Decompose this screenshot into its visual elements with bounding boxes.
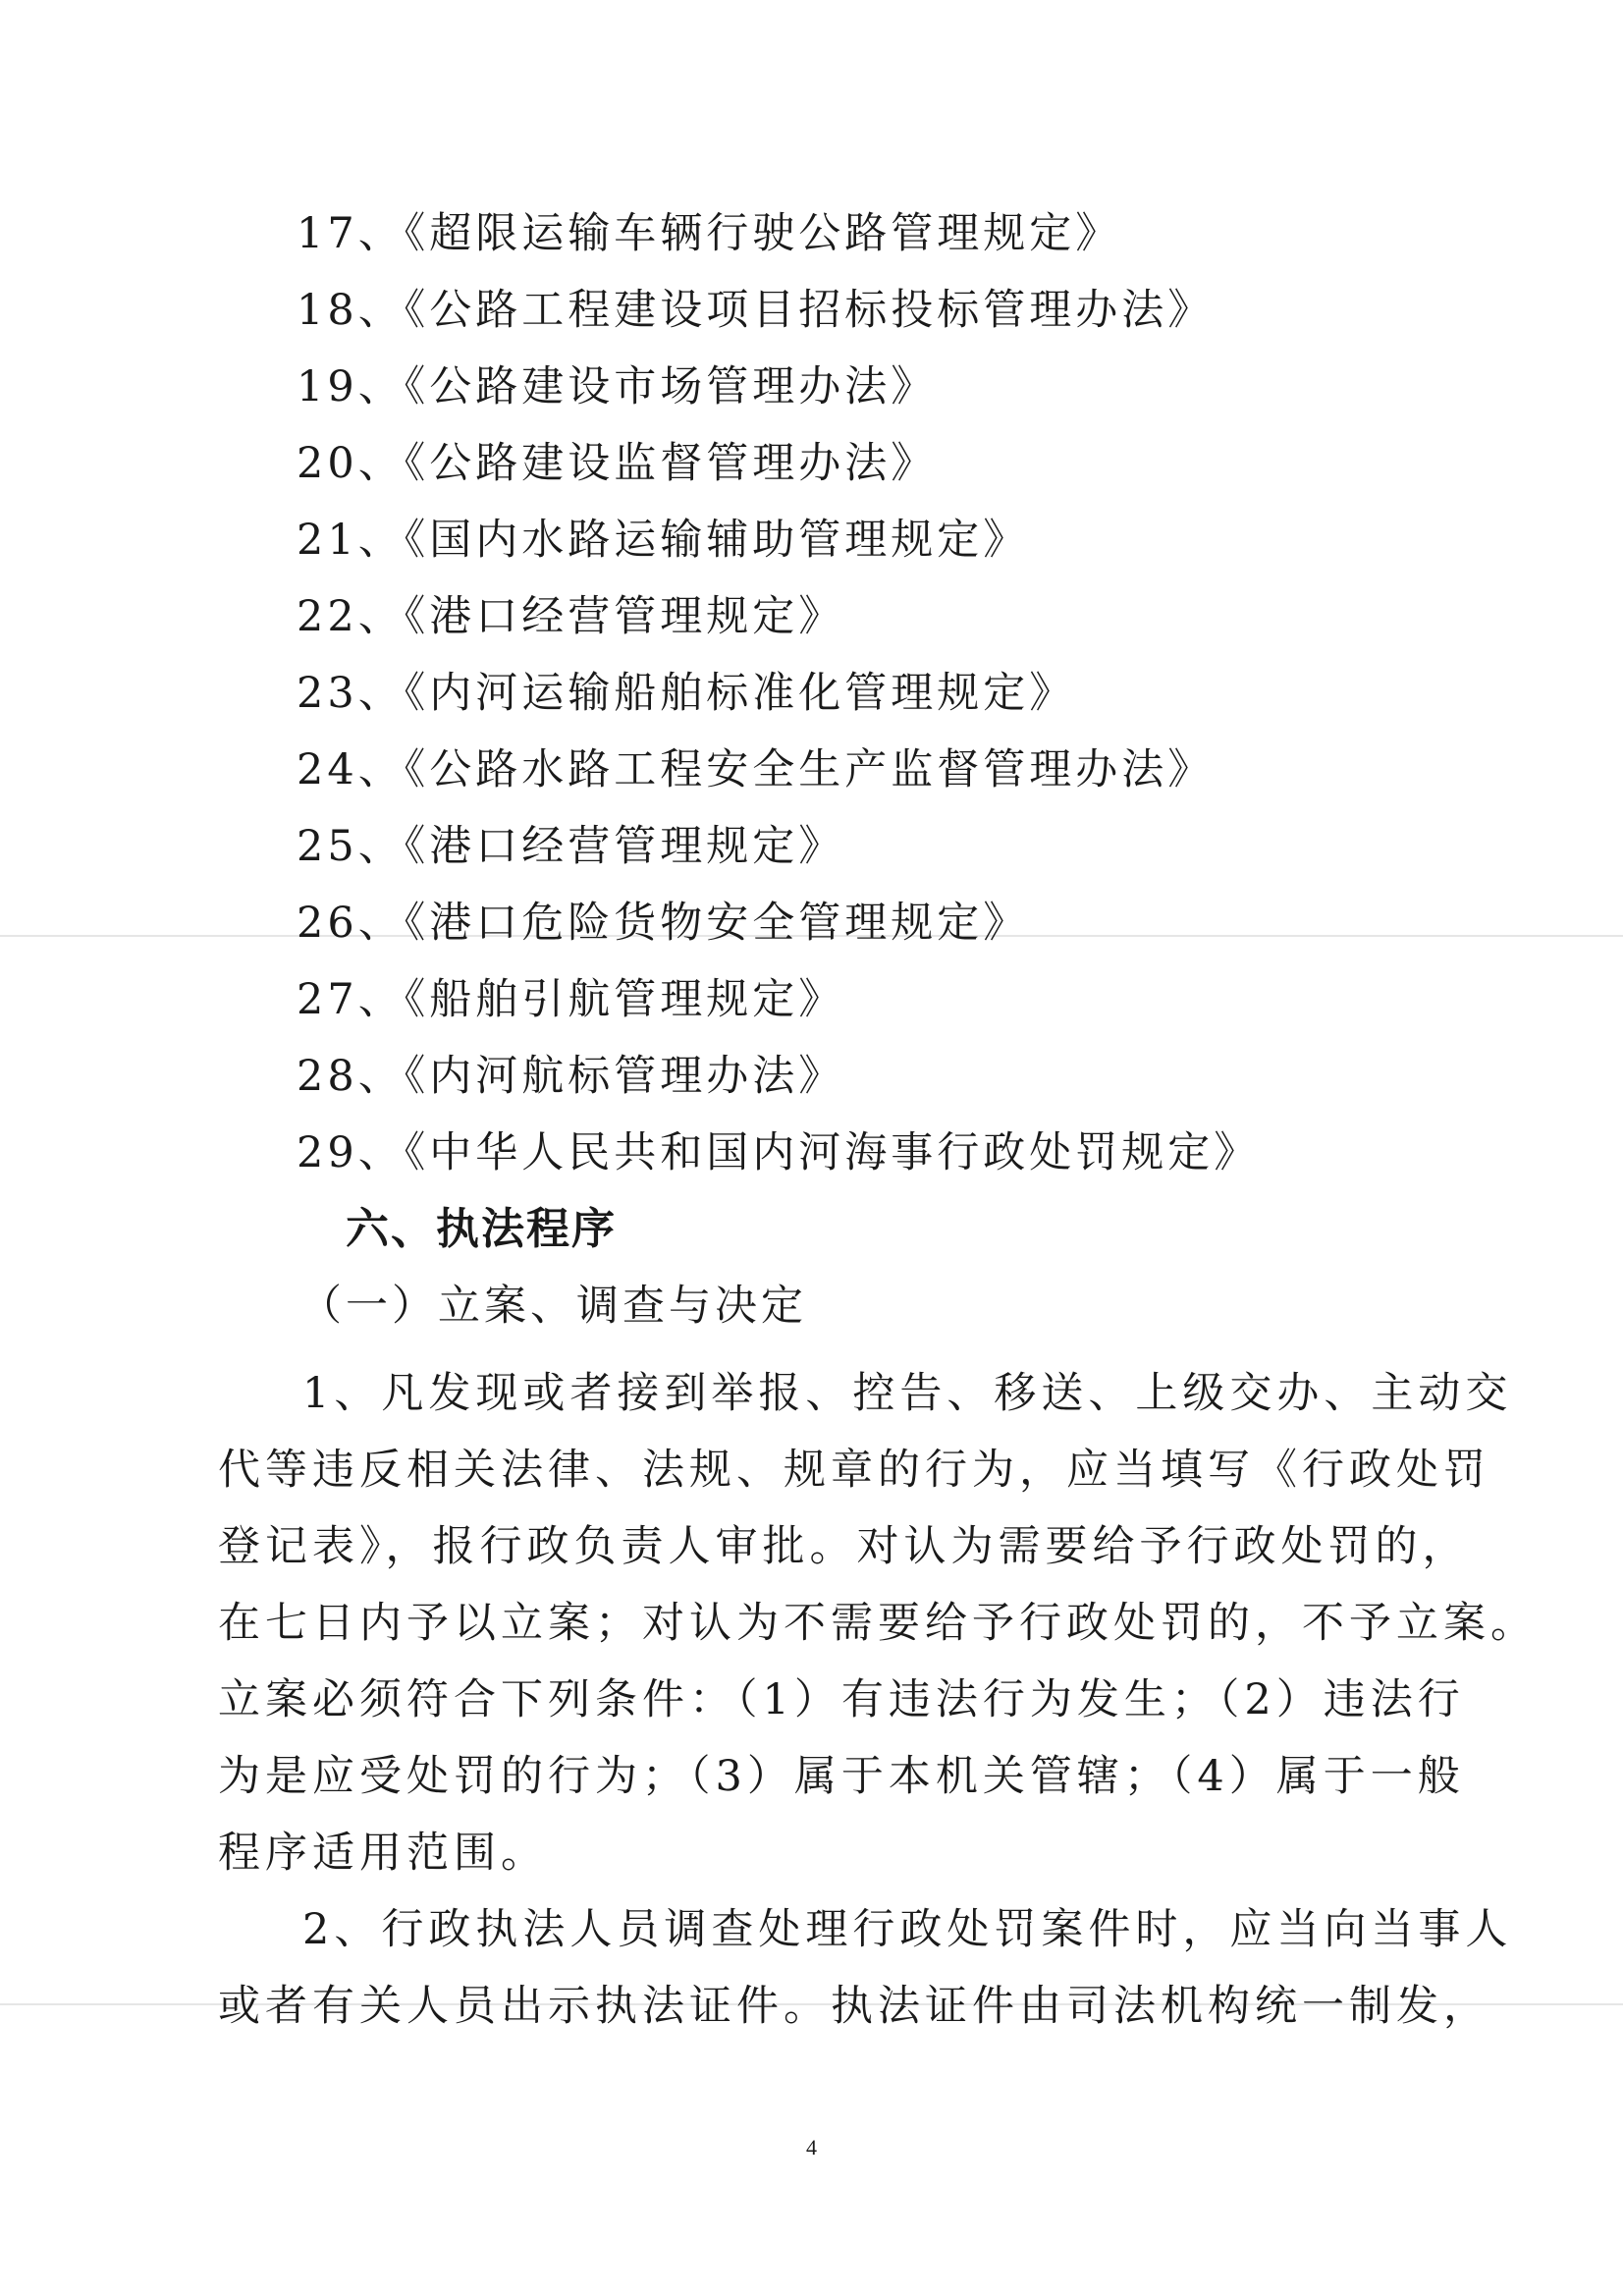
paragraph-line: 1、凡发现或者接到举报、控告、移送、上级交办、主动交 [302, 1369, 1513, 1418]
regulation-list-item: 20、《公路建设监督管理办法》 [297, 439, 938, 488]
paragraph-line: 为是应受处罚的行为；（3）属于本机关管辖；（4）属于一般 [218, 1752, 1465, 1801]
paragraph-line: 或者有关人员出示执法证件。执法证件由司法机构统一制发， [218, 1982, 1490, 2031]
regulation-list-item: 22、《港口经营管理规定》 [297, 592, 845, 641]
paragraph-filing [218, 1355, 1538, 1891]
sub-heading: （一）立案、调查与决定 [299, 1282, 807, 1331]
paragraph-investigation [218, 1891, 1513, 2045]
paragraph-line: 代等违反相关法律、法规、规章的行为，应当填写《行政处罚 [218, 1446, 1490, 1495]
regulation-list-item: 18、《公路工程建设项目招标投标管理办法》 [297, 286, 1215, 335]
regulation-list-item: 28、《内河航标管理办法》 [297, 1052, 845, 1101]
paragraph-line: 登记表》，报行政负责人审批。对认为需要给予行政处罚的， [218, 1522, 1470, 1571]
regulation-list-item: 23、《内河运输船舶标准化管理规定》 [297, 669, 1076, 718]
paragraph-line: 立案必须符合下列条件：（1）有违法行为发生；（2）违法行 [218, 1675, 1465, 1724]
regulation-list-item: 27、《船舶引航管理规定》 [297, 975, 845, 1024]
regulation-list-item: 26、《港口危险货物安全管理规定》 [297, 899, 1030, 948]
page-number: 4 [806, 2135, 817, 2159]
paragraph-line: 程序适用范围。 [218, 1829, 548, 1878]
paragraph-line: 2、行政执法人员调查处理行政处罚案件时，应当向当事人 [302, 1905, 1513, 1954]
paragraph-line: 在七日内予以立案；对认为不需要给予行政处罚的，不予立案。 [218, 1599, 1538, 1648]
section-heading: 六、执法程序 [346, 1204, 617, 1254]
regulation-list-item: 19、《公路建设市场管理办法》 [297, 362, 938, 411]
regulation-list-item: 25、《港口经营管理规定》 [297, 822, 845, 871]
regulation-list-item: 17、《超限运输车辆行驶公路管理规定》 [297, 209, 1122, 258]
regulation-list-item: 24、《公路水路工程安全生产监督管理办法》 [297, 745, 1215, 794]
regulation-list-item: 21、《国内水路运输辅助管理规定》 [297, 516, 1030, 565]
regulation-list-item: 29、《中华人民共和国内河海事行政处罚规定》 [297, 1128, 1261, 1177]
